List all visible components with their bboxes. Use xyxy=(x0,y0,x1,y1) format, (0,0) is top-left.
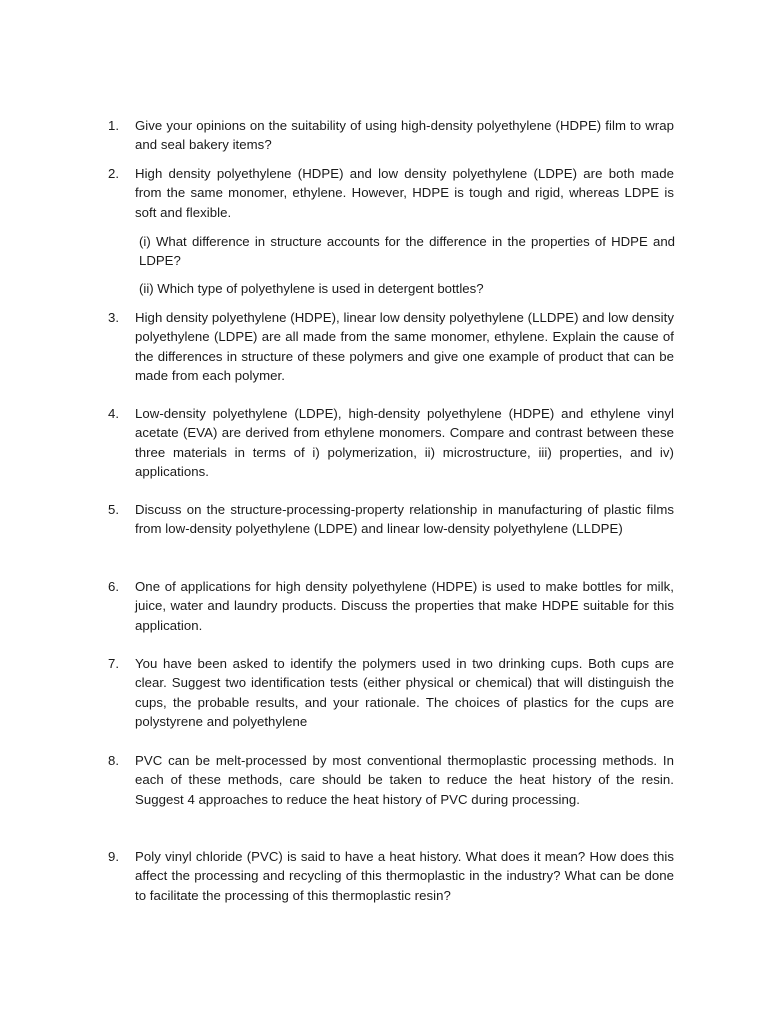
question-text: You have been asked to identify the polymers used in two drinking cups. Both cups are clear. Suggest two identification tests (either physical or chemical) that will distinguish the cups, the probable results, and your rationale. The choices of plastics for the cups are polystyrene and polyethylene xyxy=(135,656,674,730)
question-text: Low-density polyethylene (LDPE), high-density polyethylene (HDPE) and ethylene vinyl acetate (EVA) are derived from ethylene monomers. Compare and contrast between these three materials in terms of i) polymerization, ii) microstructure, iii) properties, and iv) applications. xyxy=(135,406,674,480)
question-number: 8. xyxy=(108,753,120,768)
question-number: 1. xyxy=(108,118,120,133)
question-number: 4. xyxy=(108,406,120,421)
question-text: PVC can be melt-processed by most conventional thermoplastic processing methods. In each of these methods, care should be taken to reduce the heat history of the resin. Suggest 4 approaches to reduce the heat history of PVC during processing. xyxy=(135,753,674,807)
question-text: High density polyethylene (HDPE), linear low density polyethylene (LLDPE) and low density polyethylene (LDPE) are all made from the same monomer, ethylene. Explain the cause of the differences in structure of these polymers and give one example of product that can be made from each polymer. xyxy=(135,310,674,384)
question-number: 2. xyxy=(108,166,120,181)
question-1 xyxy=(108,116,674,155)
question-2-subpart-ii: (ii) Which type of polyethylene is used in detergent bottles? xyxy=(139,281,484,296)
question-5 xyxy=(108,500,674,539)
question-text: Poly vinyl chloride (PVC) is said to have a heat history. What does it mean? How does this affect the processing and recycling of this thermoplastic in the industry? What can be done to facilitate the processing of this thermoplastic resin? xyxy=(135,849,674,903)
question-6 xyxy=(108,577,674,635)
question-3 xyxy=(108,308,674,386)
question-4 xyxy=(108,404,674,482)
question-number: 3. xyxy=(108,310,120,325)
question-number: 6. xyxy=(108,579,120,594)
question-text: High density polyethylene (HDPE) and low density polyethylene (LDPE) are both made from the same monomer, ethylene. However, HDPE is tough and rigid, whereas LDPE is soft and flexible. xyxy=(135,166,674,220)
question-9 xyxy=(108,847,674,905)
question-number: 9. xyxy=(108,849,120,864)
question-text: Give your opinions on the suitability of using high-density polyethylene (HDPE) film to wrap and seal bakery items? xyxy=(135,118,674,153)
question-2 xyxy=(108,164,674,222)
question-text: Discuss on the structure-processing-property relationship in manufacturing of plastic films from low-density polyethylene (LDPE) and linear low-density polyethylene (LLDPE) xyxy=(135,502,674,537)
question-2-subpart-i: (i) What difference in structure accounts for the difference in the properties of HDPE and LDPE? xyxy=(139,234,675,269)
question-number: 7. xyxy=(108,656,120,671)
question-8 xyxy=(108,751,674,809)
question-text: One of applications for high density polyethylene (HDPE) is used to make bottles for milk, juice, water and laundry products. Discuss the properties that make HDPE suitable for this application. xyxy=(135,579,674,633)
question-number: 5. xyxy=(108,502,120,517)
question-7 xyxy=(108,654,674,732)
